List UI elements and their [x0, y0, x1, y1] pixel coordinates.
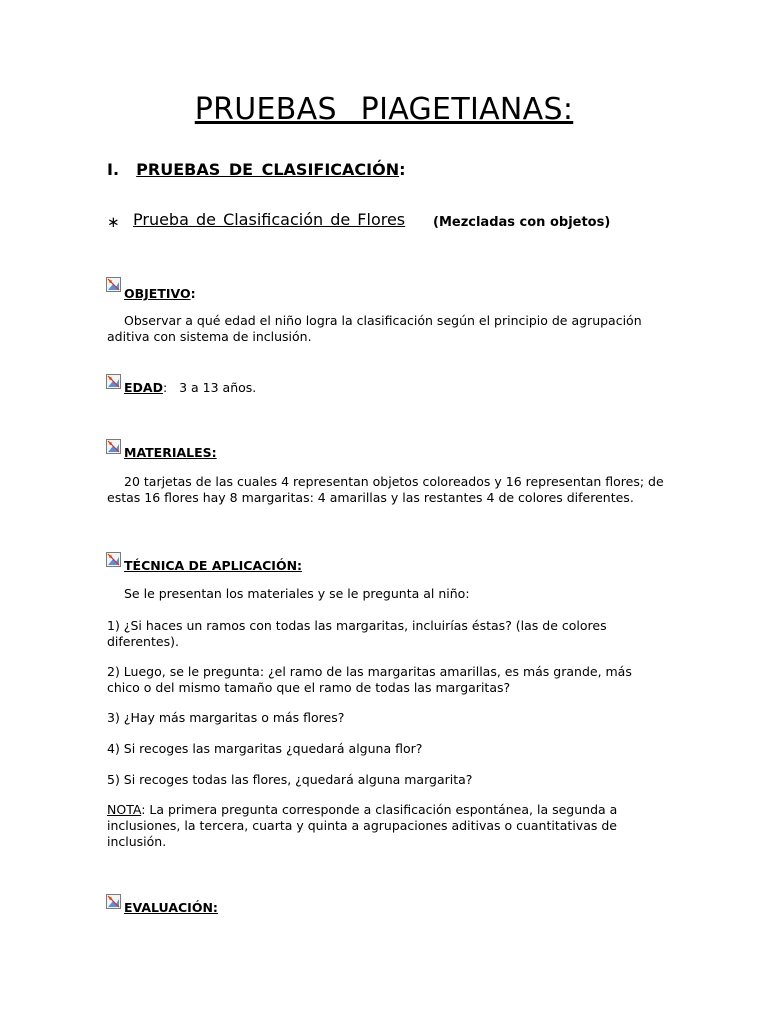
question-2-text: 2) Luego, se le pregunta: ¿el ramo de las margaritas amarillas, es más grande, más chico o del mismo tamaño que el ramo de todas las margaritas? — [107, 664, 632, 695]
broken-image-icon — [106, 374, 121, 389]
question-5-text: 5) Si recoges todas las flores, ¿quedará alguna margarita? — [107, 772, 473, 787]
question-5 — [107, 772, 667, 788]
question-1 — [107, 618, 667, 650]
question-3-text: 3) ¿Hay más margaritas o más flores? — [107, 710, 345, 725]
nota — [107, 802, 667, 850]
edad-value: 3 a 13 años. — [179, 380, 257, 395]
materiales-heading: MATERIALES: — [124, 445, 217, 460]
bullet-icon: ∗ — [107, 213, 120, 231]
nota-paragraph — [107, 802, 667, 850]
question-2 — [107, 664, 667, 696]
question-4-text: 4) Si recoges las margaritas ¿quedará alguna flor? — [107, 741, 423, 756]
objetivo-paragraph: Observar a qué edad el niño logra la clasificación según el principio de agrupación aditiva con sistema de inclusión. — [107, 313, 642, 344]
nota-label: NOTA — [107, 802, 142, 817]
objetivo-heading: OBJETIVO — [124, 286, 191, 301]
tecnica-intro — [107, 586, 667, 602]
objetivo-heading-wrap — [124, 283, 196, 302]
tecnica-heading: TÉCNICA DE APLICACIÓN: — [124, 558, 303, 573]
prueba-title: Prueba de Clasificación de Flores — [133, 210, 406, 229]
question-3 — [107, 710, 667, 726]
edad-suffix: : — [162, 380, 168, 395]
broken-image-icon — [106, 894, 121, 909]
broken-image-icon — [106, 439, 121, 454]
edad-line — [124, 380, 256, 395]
section-heading — [107, 160, 406, 179]
evaluacion-heading: EVALUACIÓN: — [124, 900, 218, 915]
section-suffix: : — [399, 160, 406, 179]
section-label: PRUEBAS DE CLASIFICACIÓN — [136, 160, 400, 179]
tecnica-intro-text: Se le presentan los materiales y se le pregunta al niño: — [124, 586, 470, 601]
broken-image-icon — [106, 277, 121, 292]
edad-heading: EDAD — [124, 380, 163, 395]
broken-image-icon — [106, 552, 121, 567]
question-1-text: 1) ¿Si haces un ramos con todas las margaritas, incluirías éstas? (las de colores diferentes). — [107, 618, 607, 649]
materiales-paragraph: 20 tarjetas de las cuales 4 representan objetos coloreados y 16 representan flores; de estas 16 flores hay 8 margaritas: 4 amarillas y las restantes 4 de colores diferentes. — [107, 474, 664, 505]
prueba-note: (Mezcladas con objetos) — [433, 215, 611, 230]
objetivo-text — [107, 313, 667, 345]
nota-text: : La primera pregunta corresponde a clasificación espontánea, la segunda a inclusiones, la tercera, cuarta y quinta a agrupaciones aditivas o cuantitativas de inclusión. — [107, 802, 618, 849]
page-title: PRUEBAS PIAGETIANAS: — [194, 92, 574, 127]
materiales-text — [107, 474, 667, 506]
question-4 — [107, 741, 667, 757]
section-number: I. — [107, 160, 120, 179]
objetivo-suffix: : — [190, 286, 196, 301]
